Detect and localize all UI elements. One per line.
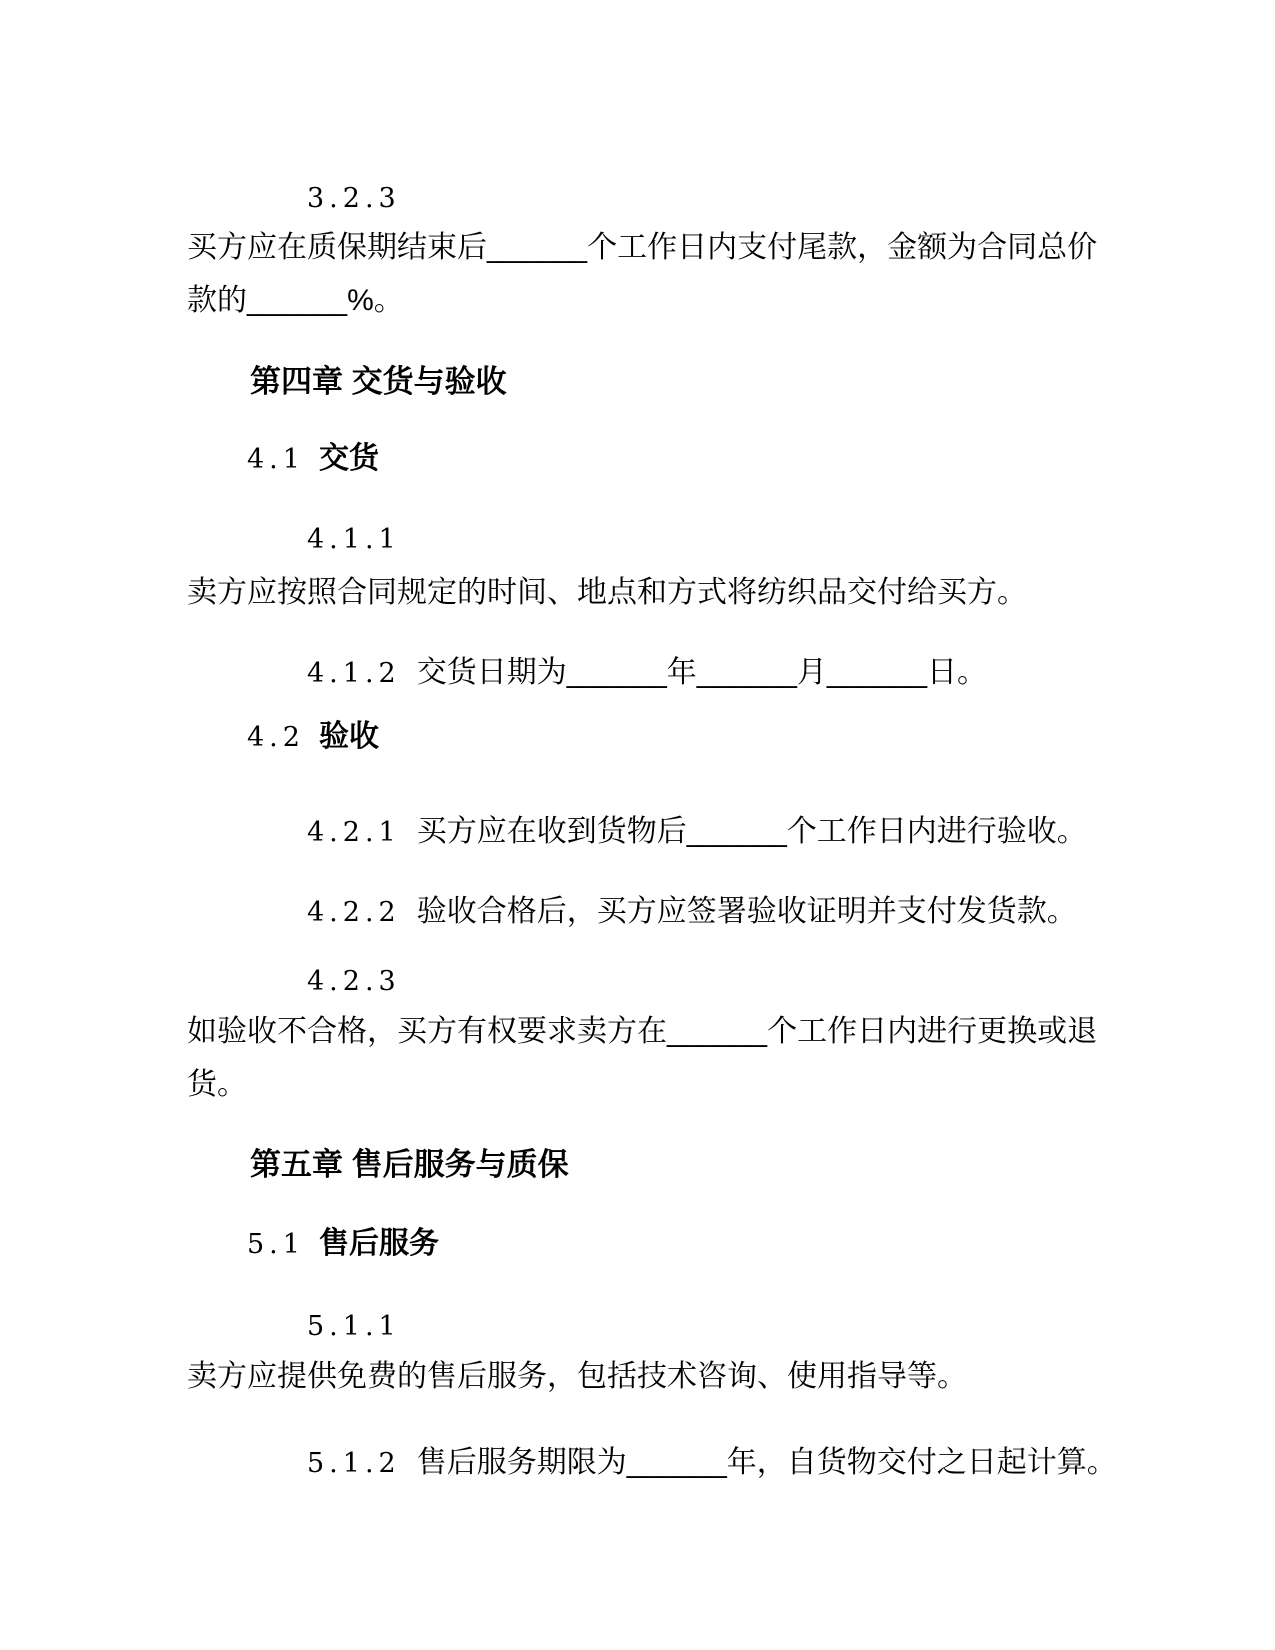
section-4-1-number: 4.1 [247, 443, 305, 475]
clause-number-4-2-3: 4.2.3 [307, 966, 401, 997]
section-4-1-title: 交货 [318, 441, 379, 475]
clause-body-3-2-3-line-1: 买方应在质保期结束后______个工作日内支付尾款，金额为合同总价 [187, 231, 1098, 264]
clause-4-2-2-text: 验收合格后，买方应签署验收证明并支付发货款。 [416, 895, 1077, 928]
clause-4-2-1-text: 买方应在收到货物后______个工作日内进行验收。 [416, 815, 1087, 848]
clause-number-3-2-3: 3.2.3 [307, 183, 401, 214]
chapter-5-heading: 第五章 售后服务与质保 [250, 1146, 569, 1182]
clause-5-1-2-text: 售后服务期限为______年，自货物交付之日起计算。 [416, 1446, 1117, 1479]
chapter-4-heading: 第四章 交货与验收 [250, 363, 507, 399]
clause-body-4-1-1 [187, 566, 1107, 619]
clause-body-4-2-3-line-2: 货。 [187, 1068, 247, 1101]
clause-4-1-2-number: 4.1.2 [307, 658, 401, 689]
clause-4-1-2 [307, 652, 987, 695]
section-4-2-heading [247, 716, 379, 761]
clause-4-2-2-number: 4.2.2 [307, 897, 401, 928]
clause-number-5-1-1: 5.1.1 [307, 1311, 401, 1342]
section-4-2-number: 4.2 [247, 721, 305, 753]
section-5-1-title: 售后服务 [318, 1226, 439, 1260]
section-5-1-number: 5.1 [247, 1228, 305, 1260]
clause-4-1-2-text: 交货日期为______年______月______日。 [416, 656, 988, 689]
clause-5-1-2 [307, 1442, 1117, 1485]
clause-4-2-2 [307, 891, 1077, 934]
section-4-2-title: 验收 [318, 719, 379, 753]
section-5-1-heading [247, 1223, 439, 1268]
clause-body-5-1-1 [187, 1350, 1107, 1403]
clause-body-4-1-1-line-1: 卖方应按照合同规定的时间、地点和方式将纺织品交付给买方。 [187, 576, 1027, 609]
clause-5-1-2-number: 5.1.2 [307, 1448, 401, 1479]
clause-4-2-1 [307, 811, 1087, 854]
clause-body-3-2-3-line-2: 款的______%。 [187, 284, 404, 317]
clause-body-4-2-3-line-1: 如验收不合格，买方有权要求卖方在______个工作日内进行更换或退 [187, 1015, 1098, 1048]
clause-4-2-1-number: 4.2.1 [307, 817, 401, 848]
clause-body-3-2-3 [187, 221, 1107, 327]
clause-body-4-2-3 [187, 1005, 1107, 1111]
clause-body-5-1-1-line-1: 卖方应提供免费的售后服务，包括技术咨询、使用指导等。 [187, 1360, 967, 1393]
section-4-1-heading [247, 438, 379, 483]
clause-number-4-1-1: 4.1.1 [307, 524, 401, 555]
